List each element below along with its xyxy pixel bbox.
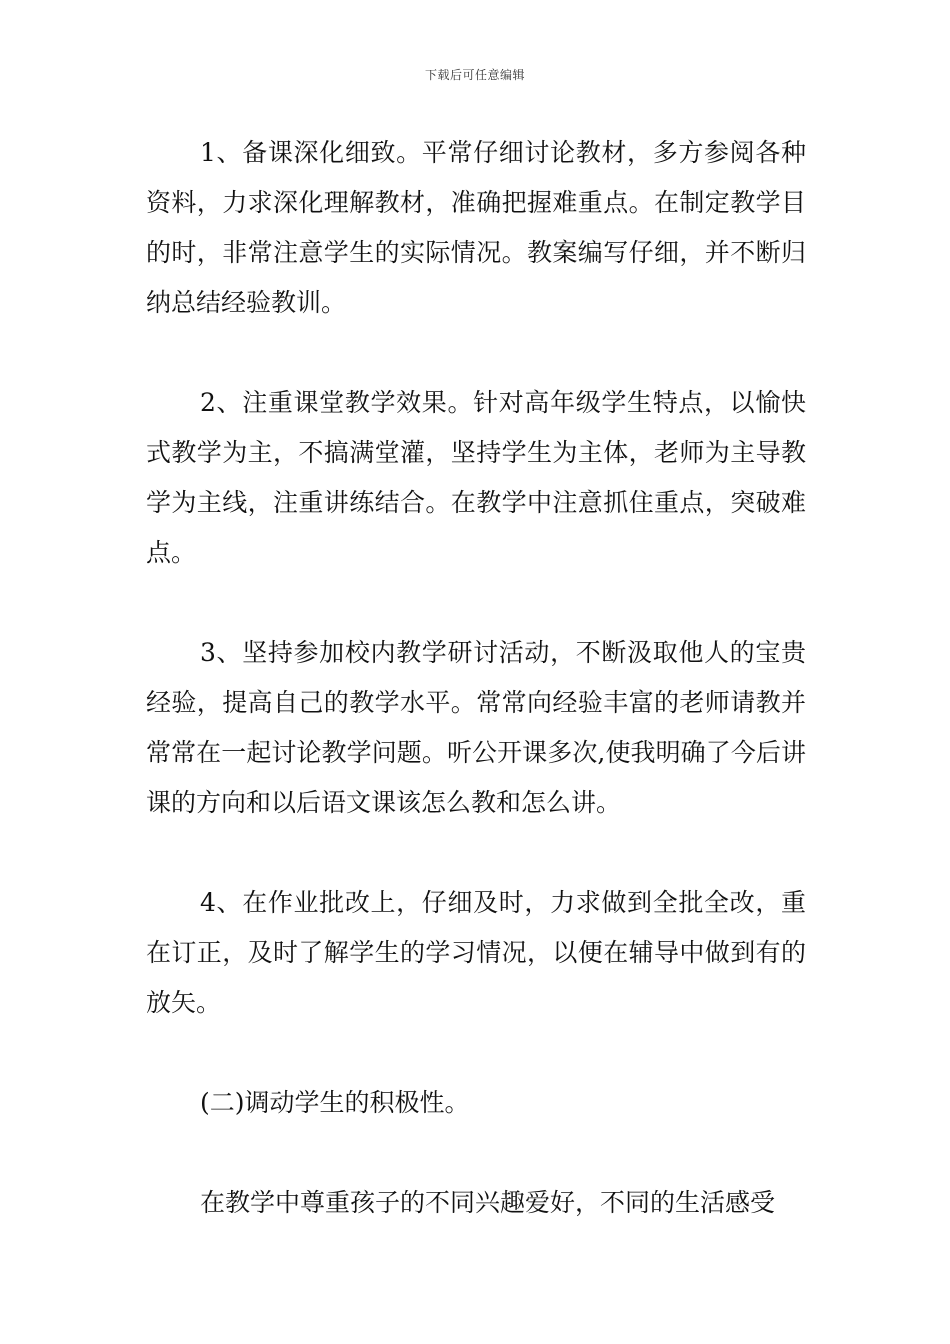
paragraph-4: 4、在作业批改上，仔细及时，力求做到全批全改，重在订正，及时了解学生的学习情况，以便在辅导中做到有的放矢。 — [146, 888, 806, 1017]
paragraph-2: 2、注重课堂教学效果。针对高年级学生特点，以愉快式教学为主，不搞满堂灌，坚持学生为主体，老师为主导教学为主线，注重讲练结合。在教学中注意抓住重点，突破难点。 — [146, 388, 806, 567]
section-heading: (二)调动学生的积极性。 — [200, 1088, 470, 1117]
paragraph-3: 3、坚持参加校内教学研讨活动，不断汲取他人的宝贵经验，提高自己的教学水平。常常向经验丰富的老师请教并常常在一起讨论教学问题。听公开课多次,使我明确了今后讲课的方向和以后语文课该怎么教和怎么讲。 — [146, 638, 806, 817]
document-body — [146, 128, 806, 1228]
page-header: 下载后可任意编辑 — [424, 68, 525, 82]
paragraph-5: 在教学中尊重孩子的不同兴趣爱好，不同的生活感受 — [200, 1188, 776, 1217]
paragraph-1: 1、备课深化细致。平常仔细讨论教材，多方参阅各种资料，力求深化理解教材，准确把握难重点。在制定教学目的时，非常注意学生的实际情况。教案编写仔细，并不断归纳总结经验教训。 — [146, 138, 806, 317]
